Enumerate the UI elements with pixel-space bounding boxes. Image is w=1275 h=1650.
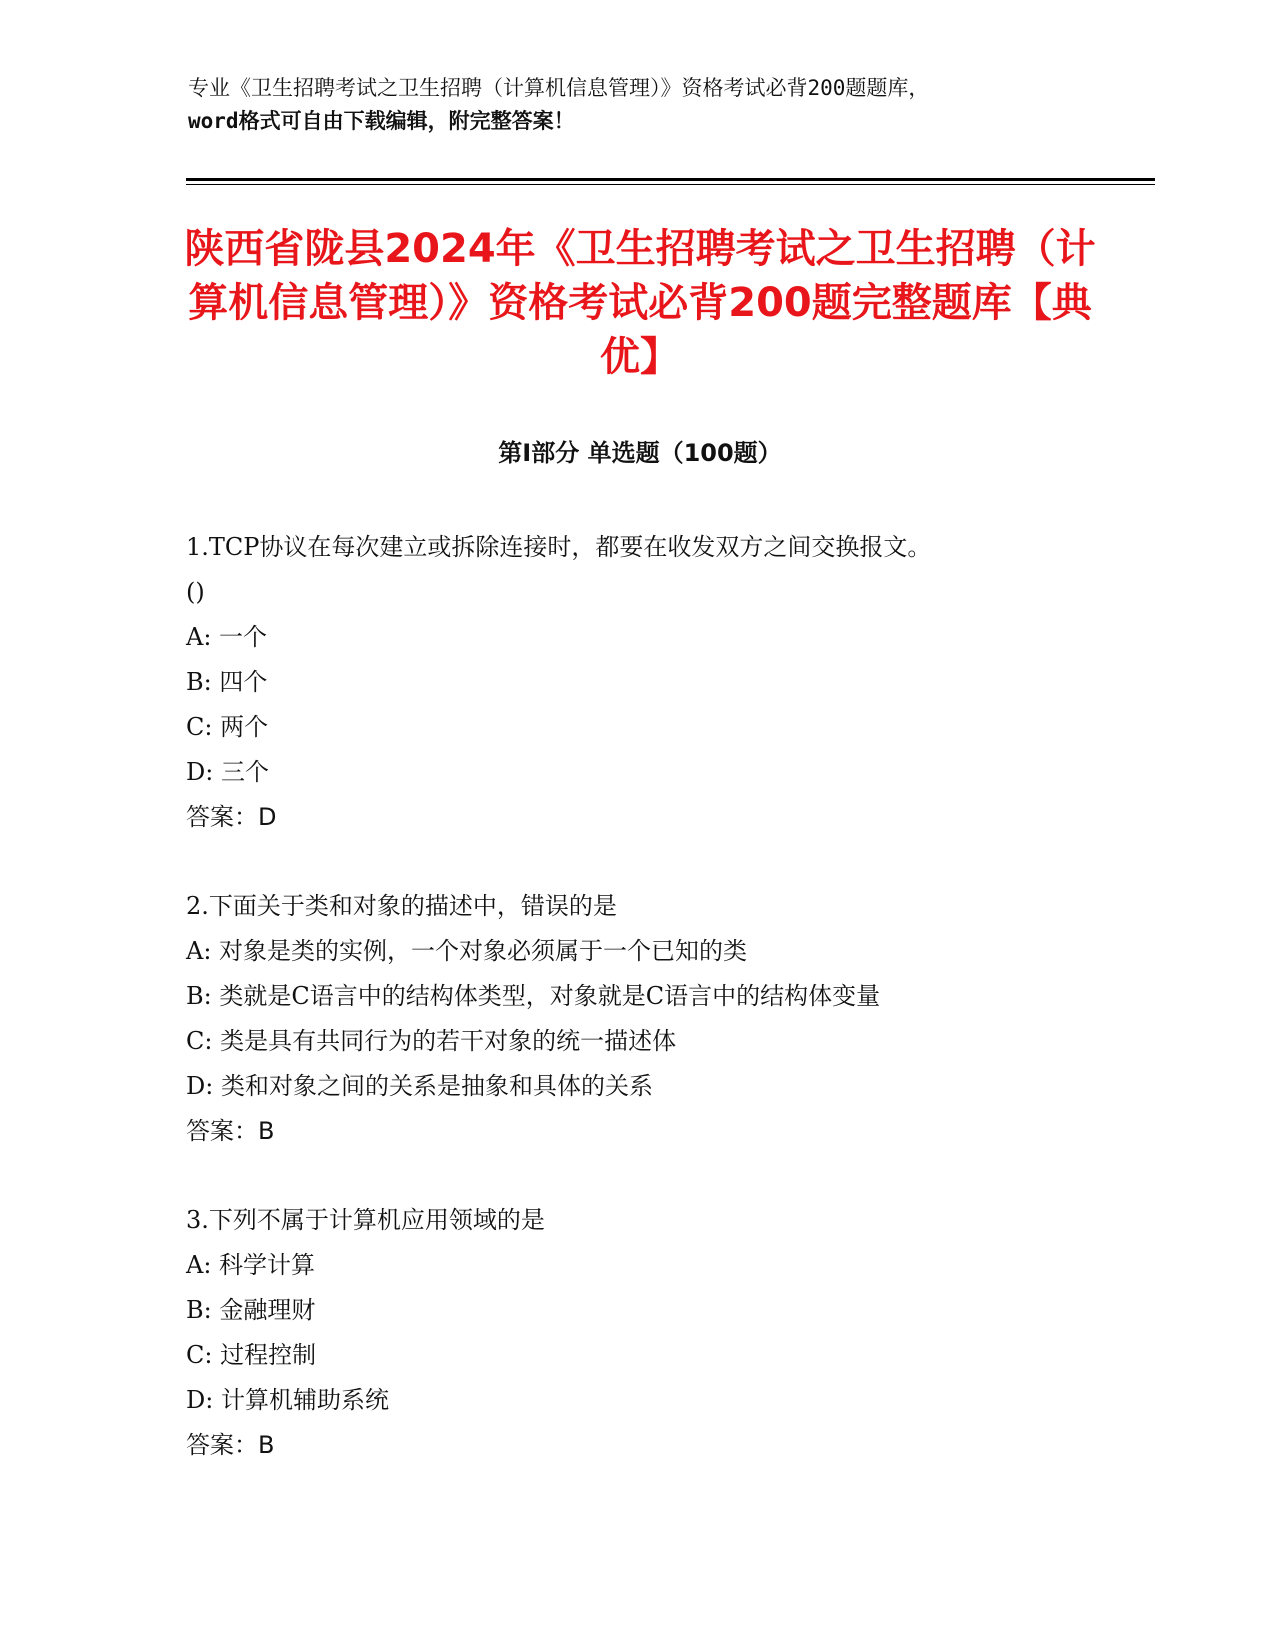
option-d: D: 计算机辅助系统 [186,1386,389,1414]
question-stem-line: 1.TCP协议在每次建立或拆除连接时，都要在收发双方之间交换报文。 [186,533,932,561]
option-b: B: 四个 [186,668,268,696]
document-title: 陕西省陇县2024年《卫生招聘考试之卫生招聘（计算机信息管理）》资格考试必背200题完整题库【典优】 [184,226,1096,380]
option-a: A: 科学计算 [186,1251,316,1279]
option-a: A: 一个 [186,623,268,651]
header-divider-thin [186,184,1155,185]
option-a: A: 对象是类的实例，一个对象必须属于一个已知的类 [186,937,748,965]
option-d: D: 三个 [186,758,269,786]
option-c: C: 过程控制 [186,1341,317,1369]
option-c: C: 类是具有共同行为的若干对象的统一描述体 [186,1027,677,1055]
option-b: B: 类就是C语言中的结构体类型，对象就是C语言中的结构体变量 [186,982,881,1010]
question-3 [186,1198,1086,1468]
option-d: D: 类和对象之间的关系是抽象和具体的关系 [186,1072,653,1100]
question-stem-line: () [186,578,205,606]
question-2 [186,884,1086,1154]
header-note-line-2: word格式可自由下载编辑，附完整答案！ [188,109,575,133]
header-note [188,72,1088,138]
answer: 答案：B [186,1431,275,1459]
section-heading: 第I部分 单选题（100题） [498,439,782,467]
option-b: B: 金融理财 [186,1296,316,1324]
question-stem-line: 2.下面关于类和对象的描述中，错误的是 [186,892,617,920]
answer: 答案：D [186,803,277,831]
question-1 [186,525,1086,840]
question-stem-line: 3.下列不属于计算机应用领域的是 [186,1206,545,1234]
answer: 答案：B [186,1117,275,1145]
header-divider-thick [186,178,1155,181]
header-note-line-1: 专业《卫生招聘考试之卫生招聘（计算机信息管理）》资格考试必背200题题库， [188,76,930,100]
option-c: C: 两个 [186,713,269,741]
question-list [186,525,1086,1512]
